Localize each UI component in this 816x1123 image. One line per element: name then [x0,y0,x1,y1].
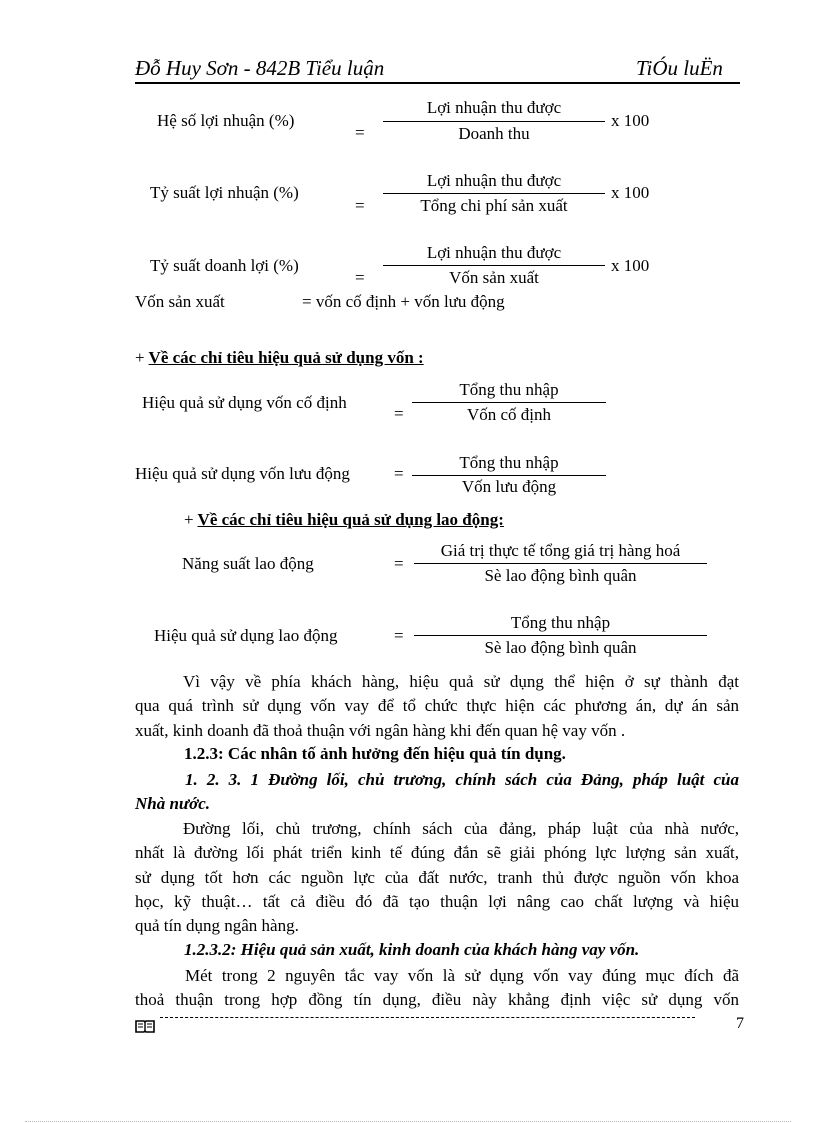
paragraph-customer-efficiency [135,670,739,743]
footer-rule [160,1017,695,1018]
heading-1-2-3-1 [135,768,739,817]
formula-numerator: Tổng thu nhập [459,380,559,399]
formula-denominator: Vốn lưu động [461,477,557,496]
paragraph-line: quả tín dụng ngân hàng. [135,916,299,936]
fraction-bar [383,121,605,122]
formula-denominator: Vốn sản xuất [449,268,539,287]
formula-label: Tỷ suất lợi nhuận (%) [150,183,299,202]
formula-equals: = [355,268,365,287]
formula-equals: = [355,123,365,142]
formula-label: Hiệu quả sử dụng vốn lưu động [135,464,350,483]
formula-numerator: Tổng thu nhập [510,613,611,632]
formula-label: Hiệu quả sử dụng vốn cố định [142,393,347,412]
paragraph-line: Đường lối, chủ trương, chính sách của đảng, pháp luật của nhà nước, [183,819,739,838]
section-labor-heading [184,510,504,530]
paragraph-line: nhất là đường lối phát triển kinh tế đúng đắn sẽ giải phóng lực lượng sản xuất, [135,843,739,863]
section-bullet: + [135,348,145,367]
formula-equals: = [394,404,404,423]
heading-1-2-3-2: 1.2.3.2: Hiệu quả sản xuất, kinh doanh của khách hàng vay vốn. [184,940,640,959]
fraction-bar [412,402,606,403]
heading-line: 1. 2. 3. 1 Đường lối, chủ trương, chính sách của Đảng, pháp luật của [185,770,739,789]
fraction-bar [383,193,605,194]
formula-multiplier: x 100 [611,256,650,275]
paragraph-line: sử dụng tốt hơn các nguồn lực của đất nước, tranh thủ được nguồn vốn khoa [135,867,739,887]
formula-denominator: Tổng chi phí sản xuất [420,196,568,215]
section-capital-heading [135,348,424,368]
capital-expression: = vốn cố định + vốn lưu động [302,292,505,311]
formula-numerator: Giá trị thực tế tổng giá trị hàng hoá [440,541,681,560]
heading-1-2-3: 1.2.3: Các nhân tố ảnh hưởng đến hiệu quả tín dụng. [184,744,566,763]
paragraph-line: Mét trong 2 nguyên tắc vay vốn là sử dụng vốn vay đúng mục đích đã [185,966,739,985]
header-rule [135,82,740,84]
paragraph-line: qua quá trình sử dụng vốn vay để tổ chức thực hiện các phương án, dự án sản [135,696,739,716]
formula-multiplier: x 100 [611,183,650,202]
formula-denominator: Vốn cố định [466,405,552,424]
formula-numerator: Lợi nhuận thu được [426,243,562,262]
section-title: Về các chỉ tiêu hiệu quả sử dụng vốn : [148,348,424,367]
paragraph-loan-principle [135,964,739,1013]
formula-label: Năng suất lao động [182,554,314,573]
section-title: Về các chỉ tiêu hiệu quả sử dụng lao động: [197,510,504,529]
paragraph-line: học, kỹ thuật… tất cả điều đó đã tạo thuận lợi nâng cao chất lượng và hiệu [135,891,739,911]
capital-label: Vốn sản xuất [135,292,225,311]
paragraph-line: xuất, kinh doanh đã thoả thuận với ngân hàng khi đến quan hệ vay vốn . [135,720,626,740]
fraction-bar [412,475,606,476]
heading-line: Nhà nước. [135,794,211,814]
paragraph-line: thoả thuận trong hợp đồng tín dụng, điều này khẳng định việc sử dụng vốn [135,990,739,1010]
paragraph-policy [135,817,739,938]
section-bullet: + [184,510,194,529]
page-edge-rule [25,1121,791,1122]
formula-label: Hệ số lợi nhuận (%) [157,111,295,130]
formula-numerator: Lợi nhuận thu được [426,98,562,117]
formula-denominator: Doanh thu [458,124,530,143]
formula-equals: = [355,196,365,215]
formula-equals: = [394,626,404,645]
fraction-bar [414,563,707,564]
header-author: Đỗ Huy Sơn - 842B Tiểu luận [135,56,385,80]
formula-multiplier: x 100 [611,111,650,130]
formula-denominator: Sè lao động bình quân [484,566,637,585]
book-icon [135,1019,155,1033]
formula-label: Tỷ suất doanh lợi (%) [150,256,299,275]
formula-label: Hiệu quả sử dụng lao động [154,626,338,645]
formula-numerator: Lợi nhuận thu được [426,171,562,190]
paragraph-line: Vì vậy về phía khách hàng, hiệu quả sử dụng thể hiện ở sự thành đạt [183,672,739,691]
formula-equals: = [394,464,404,483]
formula-numerator: Tổng thu nhập [459,453,559,472]
page-number: 7 [736,1015,744,1032]
formula-denominator: Sè lao động bình quân [484,638,637,657]
fraction-bar [414,635,707,636]
fraction-bar [383,265,605,266]
formula-equals: = [394,554,404,573]
header-doc-type: TiÓu luËn [636,56,723,80]
